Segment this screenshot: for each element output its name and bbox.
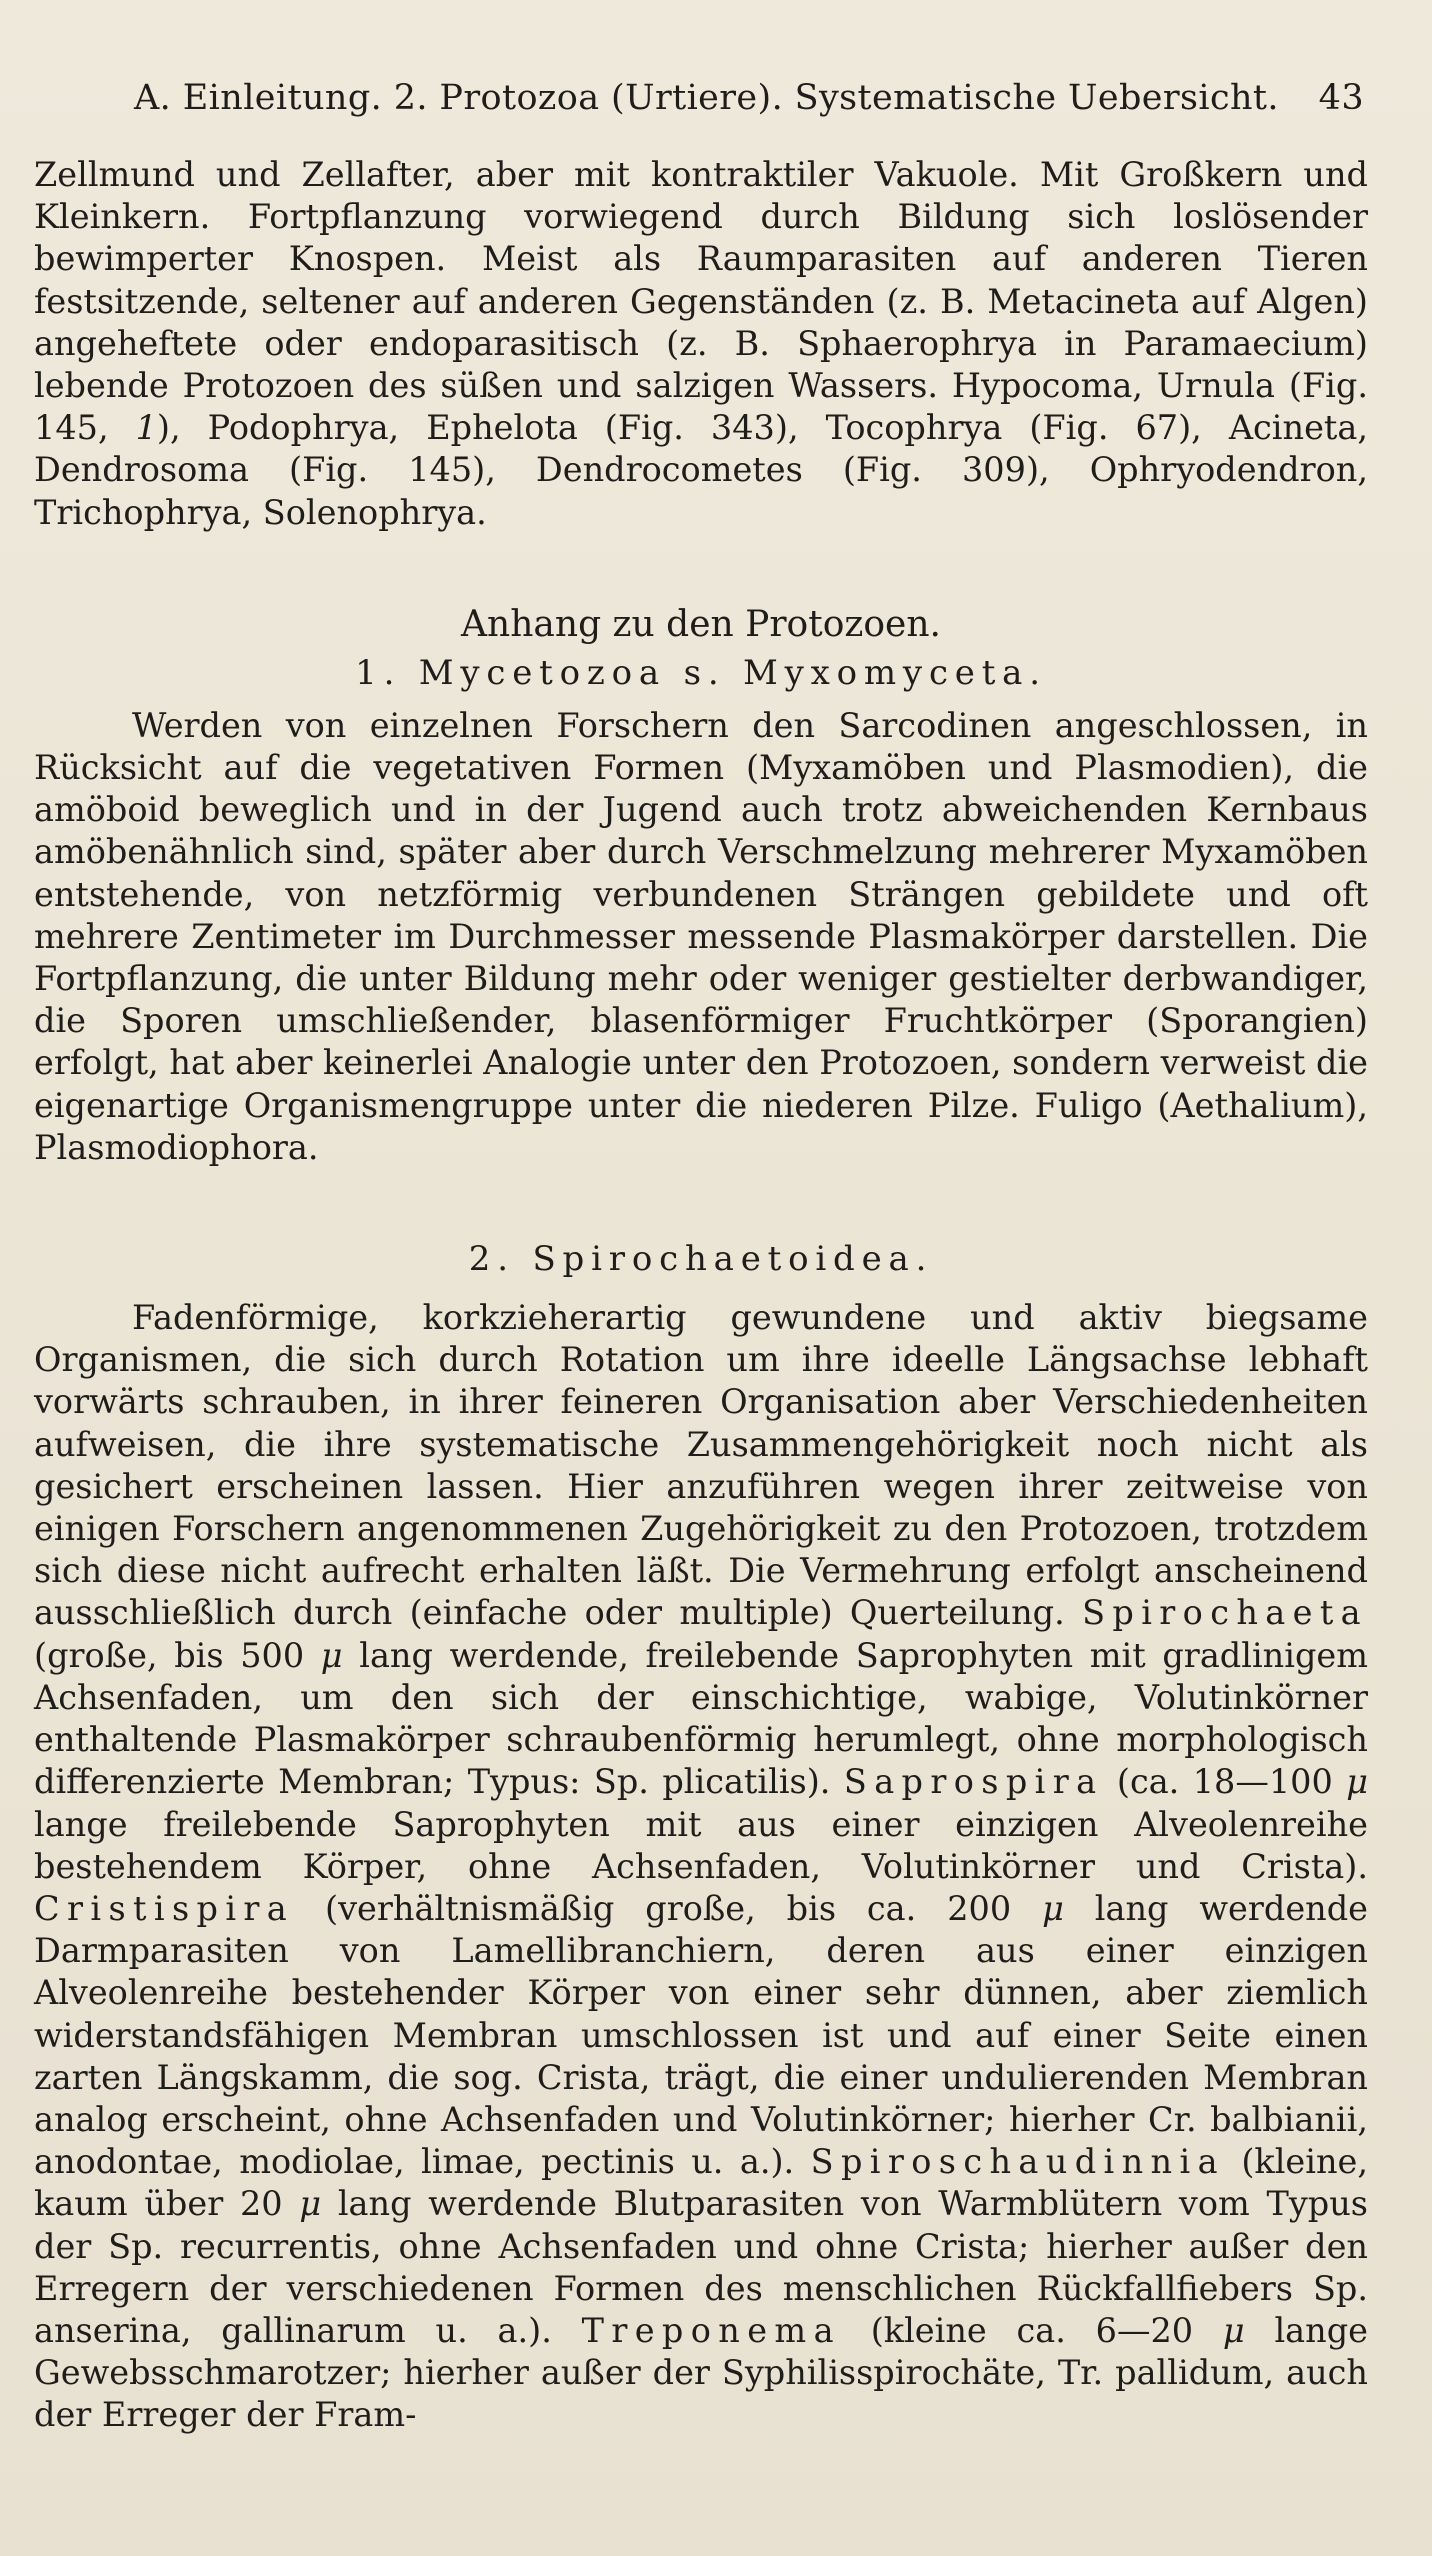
section-heading-spirochaetoidea: 2. Spirochaetoidea. [468,1239,934,1280]
paragraph-suctoria-continuation: Zellmund und Zellafter, aber mit kontraktiler Vakuole. Mit Großkern und Kleinkern. Fortpflanzung vorwiegend durch Bildung sich loslösender bewimperter Knospen. Meist als Raumparasiten auf anderen Tieren festsitzende, seltener auf anderen Gegenständen (z. B. Metacineta auf Algen) angeheftete oder endoparasitisch (z. B. Sphaerophrya in Paramaecium) lebende Protozoen des süßen und salzigen Wassers. Hypocoma, Urnula (Fig. 145, 1), Podophrya, Ephelota (Fig. 343), Tocophrya (Fig. 67), Acineta, Dendrosoma (Fig. 145), Dendrocometes (Fig. 309), Ophryodendron, Trichophrya, Solenophrya. [34,155,1368,532]
genus-name: Cristispira [34,1888,295,1928]
section-heading-mycetozoa: 1. Mycetozoa s. Myxomyceta. [355,652,1047,693]
genus-name: Treponema [581,2310,841,2350]
paragraph-spirochaetoidea: Fadenförmige, korkzieherartig gewundene und aktiv biegsame Organismen, die sich durch Rotation um ihre ideelle Längsachse lebhaft vorwärts schrauben, in ihrer feineren Organisation aber Verschiedenheiten aufweisen, die ihre systematische Zusammengehörigkeit noch nicht als gesichert erscheinen lassen. Hier anzuführen wegen ihrer zeitweise von einigen Forschern angenommenen Zugehörigkeit zu den Protozoen, trotzdem sich diese nicht aufrecht erhalten läßt. Die Vermehrung erfolgt anscheinend ausschließlich durch (einfache oder multiple) Querteilung. Spirochaeta (große, bis 500 μ lang werdende, freilebende Saprophyten mit gradlinigem Achsenfaden, um den sich der einschichtige, wabige, Volutinkörner enthaltende Plasmakörper schraubenförmig herumlegt, ohne morphologisch differenzierte Membran; Typus: Sp. plicatilis). Saprospira (ca. 18—100 μ lange freilebende Saprophyten mit aus einer einzigen Alveolenreihe bestehendem Körper, ohne Achsenfaden, Volutinkörner und Crista). Cristispira (verhältnismäßig große, bis ca. 200 μ lang werdende Darmparasiten von Lamellibranchiern, deren aus einer einzigen Alveolenreihe bestehender Körper von einer sehr dünnen, aber ziemlich widerstandsfähigen Membran umschlossen ist und auf einer Seite einen zarten Längskamm, die sog. Crista, trägt, die einer undulierenden Membran analog erscheint, ohne Achsenfaden und Volutinkörner; hierher Cr. balbianii, anodontae, modiolae, limae, pectinis u. a.). Spiroschaudinnia (kleine, kaum über 20 μ lang werdende Blutparasiten von Warmblütern vom Typus der Sp. recurrentis, ohne Achsenfaden und ohne Crista; hierher außer den Erregern der verschiedenen Formen des menschlichen Rückfallfiebers Sp. anserina, gallinarum u. a.). Treponema (kleine ca. 6—20 μ lange Gewebsschmarotzer; hierher außer der Syphilisspirochäte, Tr. pallidum, auch der Erreger der Fram- [34,1298,1369,2435]
genus-name: Spirochaeta [1082,1593,1368,1633]
header-title: A. Einleitung. 2. Protozoa (Urtiere). Systematische Uebersicht. [134,78,1279,118]
appendix-heading: Anhang zu den Protozoen. [461,603,941,645]
page-number: 43 [1318,78,1364,118]
genus-name: Saprospira [843,1762,1104,1802]
running-header [34,78,1368,118]
genus-name: Spiroschaudinnia [810,2142,1225,2182]
paragraph-mycetozoa: Werden von einzelnen Forschern den Sarcodinen angeschlossen, in Rücksicht auf die vegetativen Formen (Myxamöben und Plasmodien), die amöboid beweglich und in der Jugend auch trotz abweichenden Kernbaus amöbenähnlich sind, später aber durch Verschmelzung mehrerer Myxamöben entstehende, von netzförmig verbundenen Strängen gebildete und oft mehrere Zentimeter im Durchmesser messende Plasmakörper darstellen. Die Fortpflanzung, die unter Bildung mehr oder weniger gestielter derbwandiger, die Sporen umschließender, blasenförmiger Fruchtkörper (Sporangien) erfolgt, hat aber keinerlei Analogie unter den Protozoen, sondern verweist die eigenartige Organismengruppe unter die niederen Pilze. Fuligo (Aethalium), Plasmodiophora. [34,705,1368,1167]
